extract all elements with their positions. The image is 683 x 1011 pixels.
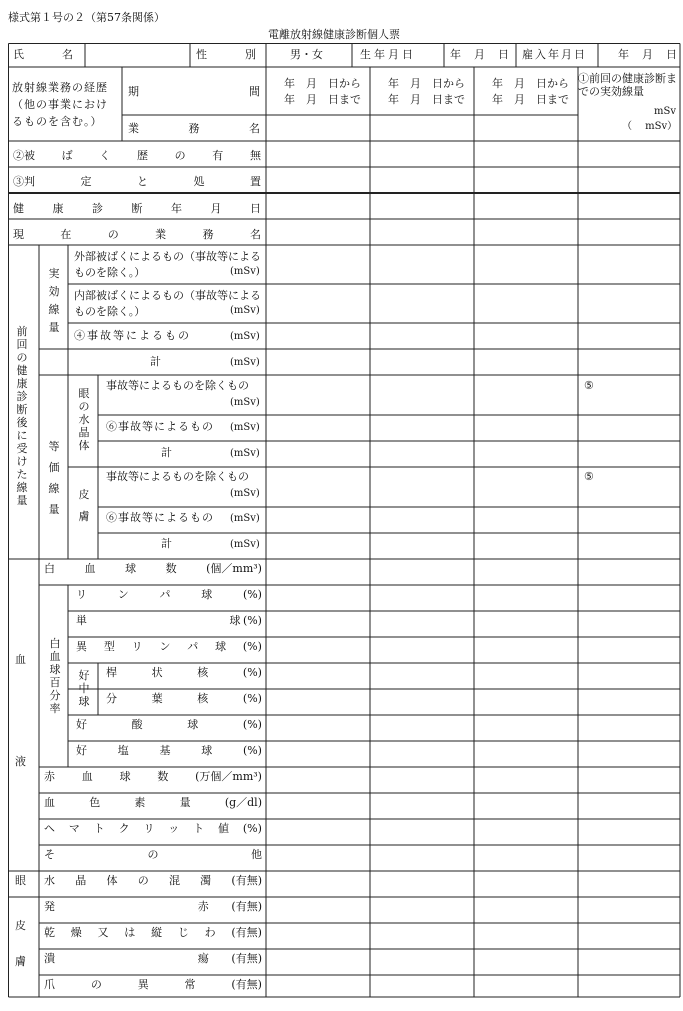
nail-abnormality-label: 爪 の 異 常 (有無) [44, 978, 262, 991]
dose-group-label: 前 回 の 健 康 診 断 後 に 受 け た 線 量 [16, 325, 28, 507]
wbc-differential-label: 白 血 球 百 分 率 [49, 637, 61, 715]
ulcer-label: 潰 瘍 (有無) [44, 952, 262, 965]
effective-total-unit: (mSv) [230, 357, 260, 368]
eye-non-accident-unit: (mSv) [230, 397, 260, 408]
skin-group-label-1: 皮 [15, 919, 26, 932]
accident-dose-label: ④事故等によるもの [74, 329, 191, 342]
health-record-form [8, 43, 681, 998]
rbc-label: 赤 血 球 数 (万個／mm³) [44, 770, 262, 783]
hematocrit-label: ヘ マ ト ク リ ッ ト 値 (%) [44, 822, 262, 835]
judgement-label: ③判 定 と 処 置 [13, 175, 261, 188]
eye-group-label: 眼 [15, 874, 26, 887]
atypical-lymphocyte-label: 異 型 リ ン パ 球 (%) [76, 640, 262, 653]
skin-non-accident-label: 事故等によるものを除くもの [106, 470, 249, 483]
lymphocyte-label: リ ン パ 球 (%) [76, 588, 262, 601]
history-period-3-to: 年 月 日まで [492, 93, 569, 106]
birth-date-value: 年 月 日 [450, 48, 510, 61]
previous-dose-unit: mSv [654, 106, 676, 117]
history-period-1-to: 年 月 日まで [284, 93, 361, 106]
history-period-2-to: 年 月 日まで [388, 93, 465, 106]
effective-dose-label: 実 効 線 量 [48, 267, 60, 334]
history-period-3-from: 年 月 日から [492, 77, 569, 90]
skin-non-accident-unit: (mSv) [230, 488, 260, 499]
wbc-label: 白 血 球 数 (個／mm³) [44, 562, 262, 575]
skin-total-unit: (mSv) [230, 539, 260, 550]
accident-dose-unit: (mSv) [230, 331, 260, 342]
skin-group-label-2: 膚 [15, 955, 26, 968]
equivalent-dose-label: 等 価 線 量 [48, 440, 60, 516]
eosinophil-label: 好 酸 球 (%) [76, 718, 262, 731]
hire-label: 雇入年月日 [522, 48, 587, 61]
skin-total-label: 計 [161, 537, 172, 550]
history-period-1-from: 年 月 日から [284, 77, 361, 90]
eye-limit-mark: ⑤ [584, 379, 594, 392]
previous-dose-label: ①前回の健康診断までの実効線量 [578, 72, 677, 98]
form-number: 様式第１号の２（第57条関係） [8, 11, 165, 24]
form-title: 電離放射線健康診断個人票 [268, 28, 400, 41]
internal-exposure-unit: (mSv) [230, 305, 260, 316]
external-exposure-unit: (mSv) [230, 266, 260, 277]
monocyte-label: 単 球 (%) [76, 614, 262, 627]
eye-total-unit: (mSv) [230, 448, 260, 459]
blood-group-label-1: 血 [15, 653, 26, 666]
birth-label: 生年月日 [360, 48, 416, 61]
hemoglobin-label: 血 色 素 量 (g／dl) [44, 796, 262, 809]
blood-other-label: そ の 他 [44, 848, 262, 861]
blood-group-label-2: 液 [15, 755, 26, 768]
current-work-label: 現 在 の 業 務 名 [13, 228, 261, 241]
previous-dose-unit-paren: （ mSv） [622, 121, 678, 132]
eye-total-label: 計 [161, 446, 172, 459]
skin-accident-label: ⑥事故等によるもの [106, 511, 214, 524]
skin-dose-label: 皮 膚 [78, 488, 90, 523]
name-label: 氏 名 [13, 48, 73, 61]
eye-lens-label: 眼 の 水 晶 体 [78, 387, 90, 452]
work-history-label: 放射線業務の経歴（他の事業におけるものを含む。） [12, 81, 108, 128]
period-label: 期 間 [128, 85, 260, 98]
sex-label: 性 別 [196, 48, 256, 61]
segmented-neutrophil-label: 分 葉 核 (%) [106, 692, 262, 705]
redness-label: 発 赤 (有無) [44, 900, 262, 913]
band-neutrophil-label: 桿 状 核 (%) [106, 666, 262, 679]
exam-date-label: 健 康 診 断 年 月 日 [13, 202, 261, 215]
cataract-label: 水 晶 体 の 混 濁 (有無) [44, 874, 262, 887]
sex-value: 男・女 [290, 48, 323, 61]
exposure-history-label: ②被 ば く 歴 の 有 無 [13, 149, 261, 162]
eye-non-accident-label: 事故等によるものを除くもの [106, 379, 249, 392]
eye-accident-unit: (mSv) [230, 422, 260, 433]
hire-date-value: 年 月 日 [618, 48, 678, 61]
dryness-label: 乾 燥 又 は 縦 じ わ (有無) [44, 926, 262, 939]
neutrophil-label: 好 中 球 [78, 669, 90, 708]
skin-accident-unit: (mSv) [230, 513, 260, 524]
internal-exposure-label: 内部被ばくによるもの（事故等によるものを除く。） [74, 289, 261, 318]
skin-limit-mark: ⑤ [584, 470, 594, 483]
eye-accident-label: ⑥事故等によるもの [106, 420, 214, 433]
external-exposure-label: 外部被ばくによるもの（事故等によるものを除く。） [74, 250, 261, 279]
basophil-label: 好 塩 基 球 (%) [76, 744, 262, 757]
effective-total-label: 計 [150, 355, 161, 368]
work-name-label: 業 務 名 [128, 122, 260, 135]
history-period-2-from: 年 月 日から [388, 77, 465, 90]
